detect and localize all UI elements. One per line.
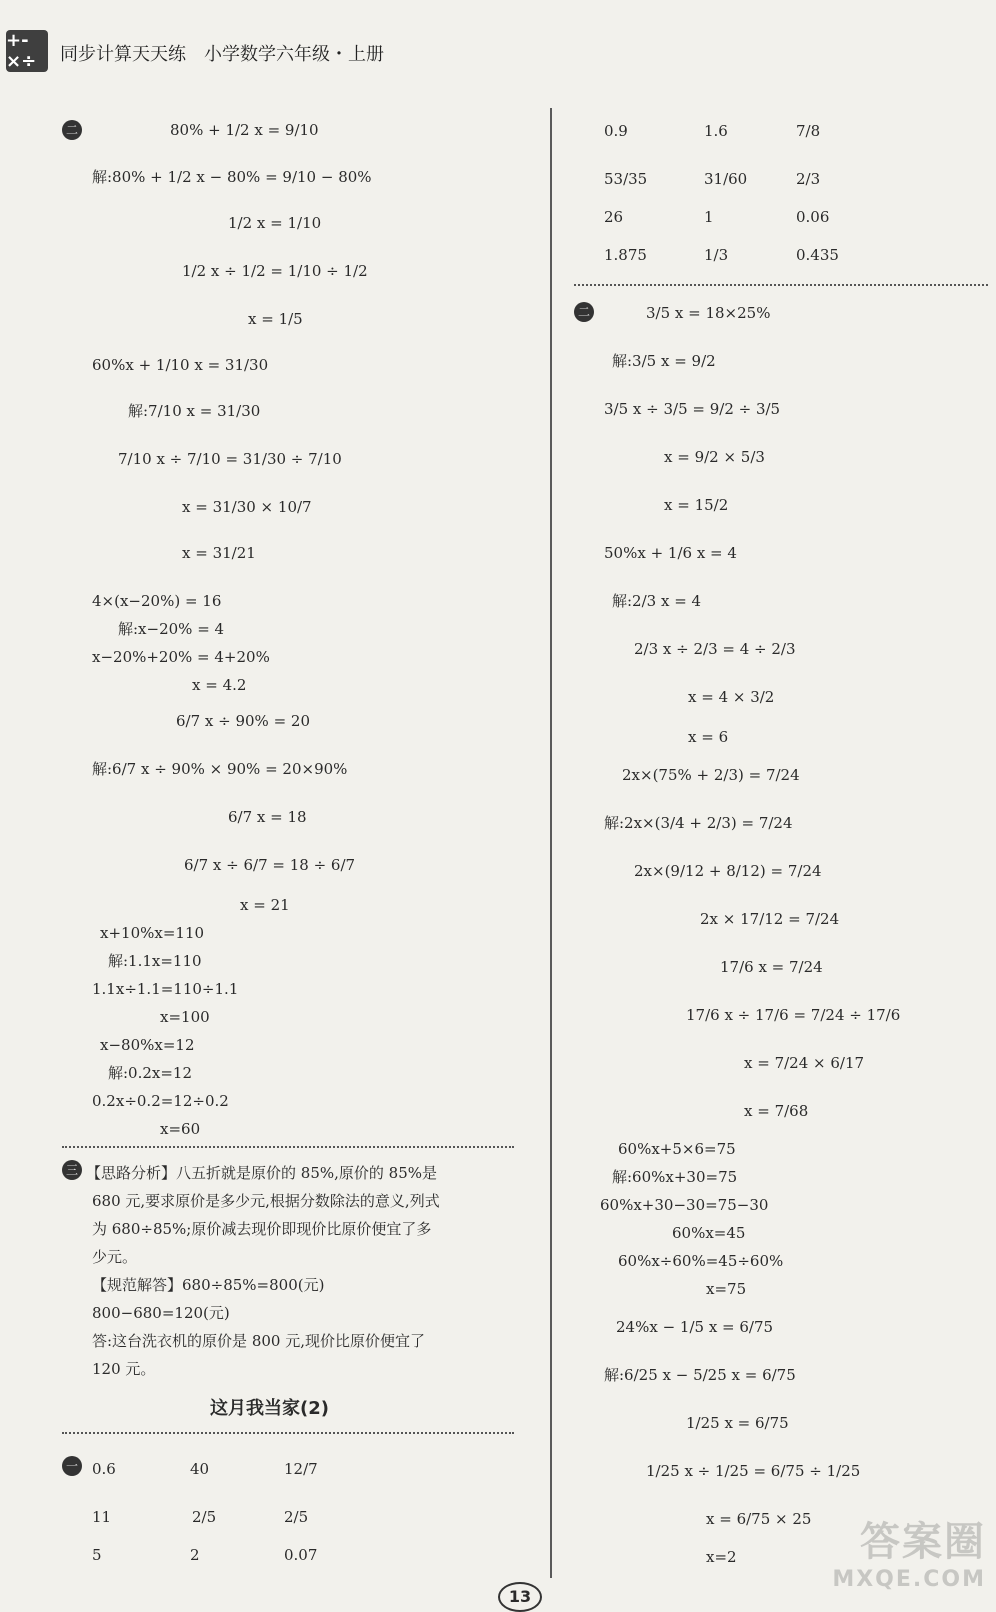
equation-line: x = 1/5 (248, 310, 303, 328)
analysis-line: 120 元。 (92, 1360, 156, 1378)
equation-line: 24%x − 1/5 x = 6/75 (616, 1318, 774, 1336)
equation-line: 1/25 x ÷ 1/25 = 6/75 ÷ 1/25 (646, 1462, 861, 1480)
table-cell: 1.6 (704, 122, 728, 140)
book-title: 同步计算天天练 小学数学六年级・上册 (60, 44, 384, 65)
equation-line: x−80%x=12 (100, 1036, 195, 1054)
equation-line: 解:1.1x=110 (108, 952, 202, 970)
analysis-line: 【思路分析】八五折就是原价的 85%,原价的 85%是 (86, 1164, 437, 1182)
equation-line: 3/5 x ÷ 3/5 = 9/2 ÷ 3/5 (604, 400, 781, 418)
equation-line: 2/3 x ÷ 2/3 = 4 ÷ 2/3 (634, 640, 796, 658)
equation-line: 17/6 x ÷ 17/6 = 7/24 ÷ 17/6 (686, 1006, 901, 1024)
equation-line: 解:2x×(3/4 + 2/3) = 7/24 (604, 814, 793, 832)
book-logo-icon: +-×÷ (6, 30, 48, 72)
equation-line: 3/5 x = 18×25% (646, 304, 771, 322)
equation-line: x = 7/24 × 6/17 (744, 1054, 865, 1072)
equation-line: 2x×(75% + 2/3) = 7/24 (622, 766, 800, 784)
table-cell: 2/3 (796, 170, 821, 188)
section-separator (62, 1146, 514, 1148)
equation-line: x = 31/21 (182, 544, 256, 562)
equation-line: 1/2 x = 1/10 (228, 214, 322, 232)
column-divider (550, 108, 552, 1578)
table-cell: 2/5 (192, 1508, 217, 1526)
table-cell: 0.6 (92, 1460, 116, 1478)
equation-line: x=75 (706, 1280, 747, 1298)
equation-line: 解:x−20% = 4 (118, 620, 225, 638)
equation-line: 解:7/10 x = 31/30 (128, 402, 261, 420)
equation-line: 1/2 x ÷ 1/2 = 1/10 ÷ 1/2 (182, 262, 368, 280)
equation-line: 7/10 x ÷ 7/10 = 31/30 ÷ 7/10 (118, 450, 342, 468)
analysis-line: 少元。 (92, 1248, 138, 1266)
equation-line: 解:2/3 x = 4 (612, 592, 702, 610)
equation-line: 60%x=45 (672, 1224, 746, 1242)
watermark-cn: 答案圈 (860, 1519, 986, 1565)
equation-line: x=2 (706, 1548, 737, 1566)
analysis-line: 答:这台洗衣机的原价是 800 元,现价比原价便宜了 (92, 1332, 425, 1350)
equation-line: x = 21 (240, 896, 290, 914)
table-cell: 5 (92, 1546, 102, 1564)
section-badge-three: 三 (62, 1160, 82, 1180)
table-cell: 0.07 (284, 1546, 318, 1564)
equation-line: 6/7 x ÷ 90% = 20 (176, 712, 311, 730)
watermark-en: MXQE.COM (832, 1567, 986, 1592)
table-cell: 0.435 (796, 246, 839, 264)
table-cell: 12/7 (284, 1460, 318, 1478)
equation-line: x=100 (160, 1008, 210, 1026)
section-separator (62, 1432, 514, 1434)
equation-line: x−20%+20% = 4+20% (92, 648, 270, 666)
section-title: 这月我当家(2) (210, 1398, 329, 1419)
analysis-line: 800−680=120(元) (92, 1304, 230, 1322)
equation-line: 80% + 1/2 x = 9/10 (170, 121, 319, 139)
section-badge-two: 二 (574, 302, 594, 322)
equation-line: 50%x + 1/6 x = 4 (604, 544, 737, 562)
section-badge-two: 二 (62, 120, 82, 140)
section-separator (574, 284, 988, 286)
equation-line: 0.2x÷0.2=12÷0.2 (92, 1092, 229, 1110)
equation-line: 60%x+30−30=75−30 (600, 1196, 769, 1214)
equation-line: 解:3/5 x = 9/2 (612, 352, 716, 370)
equation-line: x = 15/2 (664, 496, 729, 514)
table-cell: 1.875 (604, 246, 647, 264)
equation-line: 1.1x÷1.1=110÷1.1 (92, 980, 239, 998)
table-cell: 2/5 (284, 1508, 309, 1526)
equation-line: 1/25 x = 6/75 (686, 1414, 789, 1432)
equation-line: x = 4 × 3/2 (688, 688, 775, 706)
equation-line: x = 9/2 × 5/3 (664, 448, 765, 466)
equation-line: 60%x÷60%=45÷60% (618, 1252, 784, 1270)
page-number: 13 (498, 1582, 542, 1612)
equation-line: 6/7 x ÷ 6/7 = 18 ÷ 6/7 (184, 856, 356, 874)
equation-line: 解:6/7 x ÷ 90% × 90% = 20×90% (92, 760, 348, 778)
equation-line: x = 7/68 (744, 1102, 809, 1120)
table-cell: 40 (190, 1460, 210, 1478)
equation-line: 2x × 17/12 = 7/24 (700, 910, 840, 928)
equation-line: 6/7 x = 18 (228, 808, 307, 826)
equation-line: x = 31/30 × 10/7 (182, 498, 312, 516)
table-cell: 31/60 (704, 170, 748, 188)
section-badge-one: 一 (62, 1456, 82, 1476)
equation-line: 17/6 x = 7/24 (720, 958, 823, 976)
table-cell: 0.9 (604, 122, 628, 140)
equation-line: x=60 (160, 1120, 201, 1138)
analysis-line: 为 680÷85%;原价减去现价即现价比原价便宜了多 (92, 1220, 432, 1238)
table-cell: 2 (190, 1546, 200, 1564)
equation-line: 解:60%x+30=75 (612, 1168, 738, 1186)
table-cell: 11 (92, 1508, 112, 1526)
analysis-line: 【规范解答】680÷85%=800(元) (92, 1276, 325, 1294)
analysis-line: 680 元,要求原价是多少元,根据分数除法的意义,列式 (92, 1192, 440, 1210)
equation-line: 4×(x−20%) = 16 (92, 592, 222, 610)
equation-line: x = 4.2 (192, 676, 247, 694)
equation-line: 解:0.2x=12 (108, 1064, 193, 1082)
site-watermark (832, 1510, 986, 1592)
table-cell: 7/8 (796, 122, 821, 140)
table-cell: 0.06 (796, 208, 830, 226)
equation-line: 60%x + 1/10 x = 31/30 (92, 356, 269, 374)
table-cell: 1 (704, 208, 714, 226)
equation-line: x = 6/75 × 25 (706, 1510, 812, 1528)
equation-line: 60%x+5×6=75 (618, 1140, 736, 1158)
table-cell: 1/3 (704, 246, 729, 264)
equation-line: 2x×(9/12 + 8/12) = 7/24 (634, 862, 822, 880)
table-cell: 26 (604, 208, 624, 226)
equation-line: 解:80% + 1/2 x − 80% = 9/10 − 80% (92, 168, 372, 186)
equation-line: x+10%x=110 (100, 924, 205, 942)
equation-line: 解:6/25 x − 5/25 x = 6/75 (604, 1366, 796, 1384)
table-cell: 53/35 (604, 170, 648, 188)
equation-line: x = 6 (688, 728, 729, 746)
